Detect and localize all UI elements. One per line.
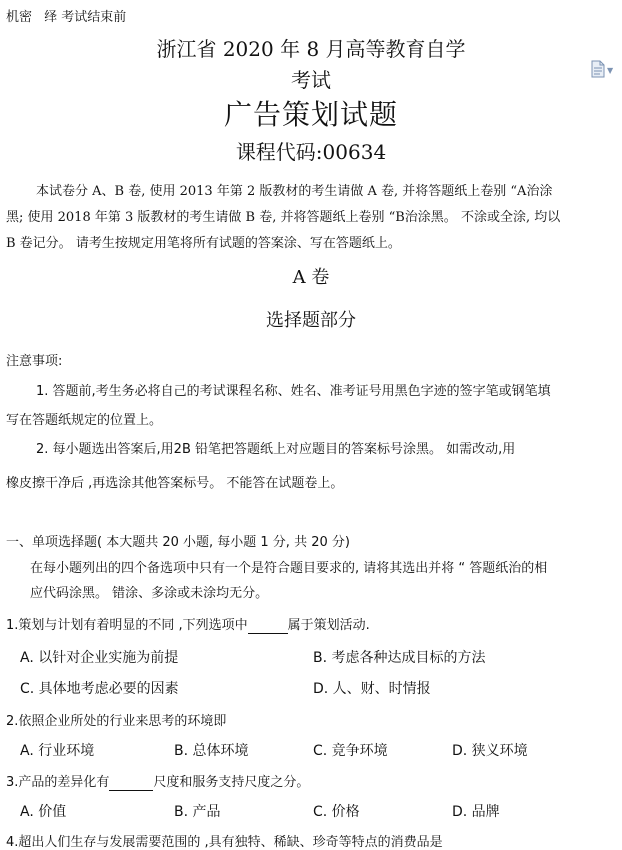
page-title: 广告策划试题 xyxy=(223,98,398,131)
notice-item1-line1: 1. 答题前,考生务必将自己的考试课程名称、姓名、准考证号用黑色字迹的签字笔或钢笔填 xyxy=(36,384,551,399)
notice-heading: 注意事项: xyxy=(6,354,63,369)
question-3-option-a: A. 价值 xyxy=(20,804,67,820)
question-2-stem: 2.依照企业所处的行业来思考的环境即 xyxy=(6,714,227,729)
question-2-option-d: D. 狭义环境 xyxy=(452,743,528,759)
notice-item2-line2: 橡皮擦干净后 ,再选涂其他答案标号。 不能答在试题卷上。 xyxy=(6,476,344,491)
notice-item1-line2: 写在答题纸规定的位置上。 xyxy=(6,413,163,428)
question-3-option-b: B. 产品 xyxy=(174,804,221,820)
question-1-option-c: C. 具体地考虑必要的因素 xyxy=(20,681,179,697)
question-3-option-d: D. 品牌 xyxy=(452,804,500,820)
question-1-option-d: D. 人、财、时情报 xyxy=(313,681,431,697)
section1-desc-line2: 应代码涂黑。 错涂、多涂或未涂均无分。 xyxy=(30,586,269,601)
section1-desc-line1: 在每小题列出的四个备选项中只有一个是符合题目要求的, 请将其选出并将 “ 答题纸治的相 xyxy=(30,561,548,576)
intro-line2: 黑; 使用 2018 年第 3 版教材的考生请做 B 卷, 并将答题纸上卷别 “B治涂黑。 不涂或全涂, 均以 xyxy=(6,210,561,225)
notice-item2-line1: 2. 每小题选出答案后,用2B 铅笔把答题纸上对应题目的答案标号涂黑。 如需改动,用 xyxy=(36,442,516,457)
title-line1: 浙江省 2020 年 8 月高等教育自学 xyxy=(156,37,466,61)
intro-line3: B 卷记分。 请考生按规定用笔将所有试题的答案涂、写在答题纸上。 xyxy=(6,236,401,251)
chevron-down-icon[interactable]: ▼ xyxy=(607,66,614,75)
confidential-label xyxy=(6,6,126,25)
question-2-option-b: B. 总体环境 xyxy=(174,743,249,759)
intro-line1: 本试卷分 A、B 卷, 使用 2013 年第 2 版教材的考生请做 A 卷, 并将答题纸上卷别 “A治涂 xyxy=(36,184,553,199)
course-code: 课程代码:00634 xyxy=(235,140,387,164)
document-icon[interactable] xyxy=(590,60,606,78)
secret-text: 机密 xyxy=(6,10,33,25)
question-2-option-c: C. 竞争环境 xyxy=(313,743,388,759)
question-3-option-c: C. 价格 xyxy=(313,804,360,820)
question-4-stem: 4.超出人们生存与发展需要范围的 ,具有独特、稀缺、珍奇等特点的消费品是 xyxy=(6,835,443,850)
title-line2: 考试 xyxy=(291,68,331,92)
section1-heading: 一、单项选择题( 本大题共 20 小题, 每小题 1 分, 共 20 分) xyxy=(6,535,350,550)
question-3-stem: 3.产品的差异化有 尺度和服务支持尺度之分。 xyxy=(6,775,310,790)
question-2-option-a: A. 行业环境 xyxy=(20,743,95,759)
answer-blank xyxy=(248,618,288,634)
exam-mark-text: 绎 考试结束前 xyxy=(44,10,127,25)
volume-heading: A 卷 xyxy=(292,267,330,288)
question-1-option-a: A. 以针对企业实施为前提 xyxy=(20,650,179,666)
part-heading: 选择题部分 xyxy=(266,310,356,331)
question-1-option-b: B. 考虑各种达成目标的方法 xyxy=(313,650,486,666)
question-1-stem: 1.策划与计划有着明显的不同 ,下列选项中 属于策划活动. xyxy=(6,618,370,633)
answer-blank xyxy=(109,775,153,791)
